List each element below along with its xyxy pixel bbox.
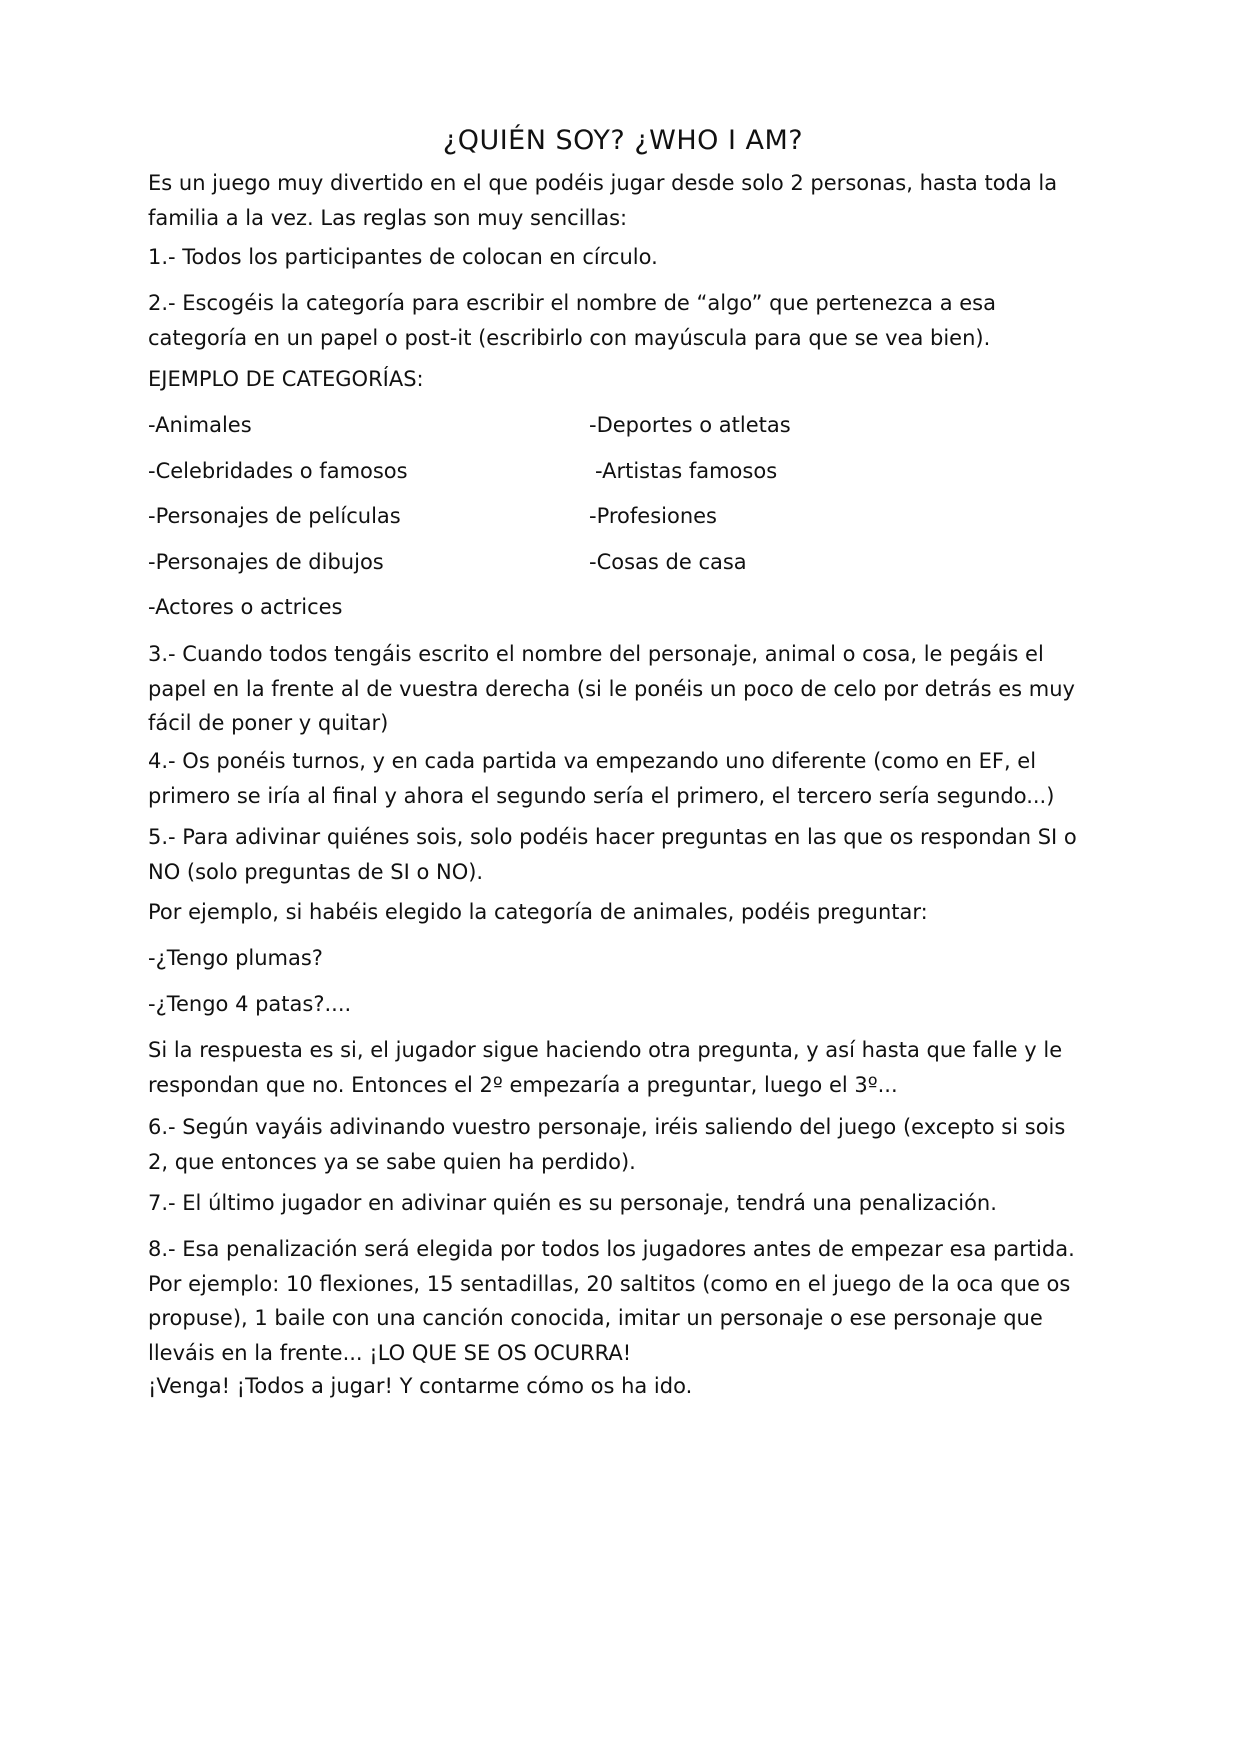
- category-item: -Artistas famosos: [595, 459, 778, 483]
- example-question: -¿Tengo 4 patas?....: [148, 992, 352, 1016]
- rule-5: 5.- Para adivinar quiénes sois, solo podéis hacer preguntas en las que os respondan SI o NO (solo preguntas de SI o NO).: [148, 825, 1077, 884]
- example-question: -¿Tengo plumas?: [148, 946, 323, 970]
- category-item: -Animales: [148, 413, 252, 437]
- rule-8: 8.- Esa penalización será elegida por todos los jugadores antes de empezar esa partida. Por ejemplo: 10 flexiones, 15 sentadillas, 20 saltitos (como en el juego de la oca que os propuse), 1 baile con una canción conocida, imitar un personaje o ese personaje que lleváis en la frente... ¡LO QUE SE OS OCURRA!: [148, 1237, 1075, 1365]
- example-intro: Por ejemplo, si habéis elegido la categoría de animales, podéis preguntar:: [148, 900, 928, 924]
- page-title: ¿QUIÉN SOY? ¿WHO I AM?: [442, 125, 804, 156]
- category-item: -Profesiones: [589, 504, 717, 528]
- category-item: -Cosas de casa: [589, 550, 747, 574]
- rule-6: 6.- Según vayáis adivinando vuestro personaje, iréis saliendo del juego (excepto si sois 2, que entonces ya se sabe quien ha perdido).: [148, 1115, 1066, 1174]
- answer-note: Si la respuesta es si, el jugador sigue haciendo otra pregunta, y así hasta que falle y le respondan que no. Entonces el 2º empezaría a preguntar, luego el 3º...: [148, 1038, 1063, 1097]
- rule-1: 1.- Todos los participantes de colocan en círculo.: [148, 245, 658, 269]
- category-item: -Personajes de dibujos: [148, 550, 384, 574]
- rule-4: 4.- Os ponéis turnos, y en cada partida va empezando uno diferente (como en EF, el primero se iría al final y ahora el segundo sería el primero, el tercero sería segundo...): [148, 749, 1055, 808]
- rule-3: 3.- Cuando todos tengáis escrito el nombre del personaje, animal o cosa, le pegáis el papel en la frente al de vuestra derecha (si le ponéis un poco de celo por detrás es muy fácil de poner y quitar): [148, 642, 1075, 735]
- closing-line: ¡Venga! ¡Todos a jugar! Y contarme cómo os ha ido.: [148, 1374, 693, 1398]
- categories-heading: EJEMPLO DE CATEGORÍAS:: [148, 367, 424, 391]
- category-item: -Personajes de películas: [148, 504, 401, 528]
- category-item: -Deportes o atletas: [589, 413, 791, 437]
- category-item: -Celebridades o famosos: [148, 459, 408, 483]
- category-item: -Actores o actrices: [148, 595, 343, 619]
- intro-paragraph: Es un juego muy divertido en el que podéis jugar desde solo 2 personas, hasta toda la familia a la vez. Las reglas son muy sencillas:: [148, 171, 1058, 230]
- rule-7: 7.- El último jugador en adivinar quién es su personaje, tendrá una penalización.: [148, 1191, 997, 1215]
- rule-2: 2.- Escogéis la categoría para escribir el nombre de “algo” que pertenezca a esa categoría en un papel o post-it (escribirlo con mayúscula para que se vea bien).: [148, 291, 996, 350]
